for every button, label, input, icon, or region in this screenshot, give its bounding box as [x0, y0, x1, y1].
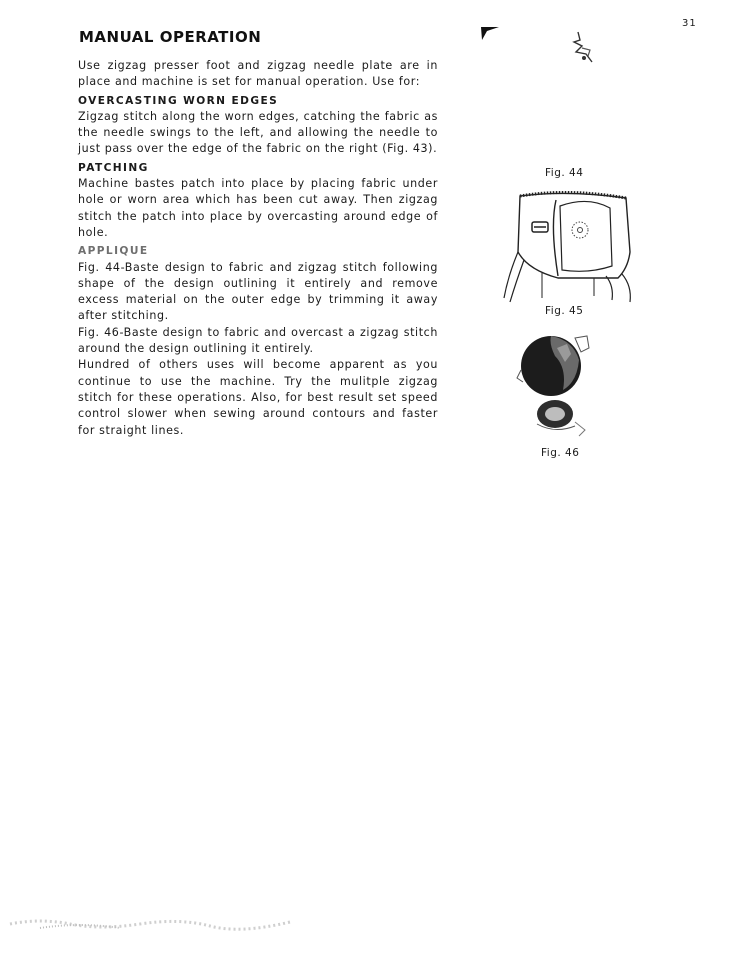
fig46-label: Fig. 46 — [541, 447, 580, 459]
patching-heading: PATCHING — [78, 161, 149, 174]
sketch-artifact-icon — [562, 28, 602, 68]
patching-paragraph: Machine bastes patch into place by placing fabric under hole or worn area which has been cut away. Then zigzag stitch the patch into place by overcasting around edge of hole. — [78, 177, 438, 239]
body-text-column — [78, 58, 438, 439]
corner-mark-icon — [480, 25, 500, 41]
fig45-patching-illustration — [498, 186, 638, 304]
fig44-label: Fig. 44 — [545, 167, 584, 179]
applique-paragraph: Fig. 44-Baste design to fabric and zigzag stitch following shape of the design outlining it entirely and remove excess material on the outer edge by trimming it away after stitching. — [78, 260, 438, 323]
page-number: 31 — [682, 18, 697, 29]
closing-paragraph: Hundred of others uses will become apparent as you continue to use the machine. Try the mulitple zigzag stitch for these operations. Also, for best result set speed control slower when sewing around contours and faster for straight lines. — [78, 358, 438, 437]
worn-edges-heading: OVERCASTING WORN EDGES — [78, 94, 279, 107]
applique-heading: APPLIQUE — [78, 245, 149, 258]
fig46-applique-illustration — [515, 326, 601, 438]
intro-paragraph: Use zigzag presser foot and zigzag needle plate are in place and machine is set for manual operation. Use for: — [78, 59, 438, 89]
scan-smudge-artifact — [0, 912, 300, 936]
page-title: MANUAL OPERATION — [79, 28, 262, 46]
fig45-label: Fig. 45 — [545, 305, 584, 317]
fig46-paragraph: Fig. 46-Baste design to fabric and overcast a zigzag stitch around the design outlining it entirely. — [78, 325, 438, 356]
worn-edges-paragraph: Zigzag stitch along the worn edges, catching the fabric as the needle swings to the left, and allowing the needle to just pass over the edge of the fabric on the right (Fig. 43). — [78, 109, 438, 156]
